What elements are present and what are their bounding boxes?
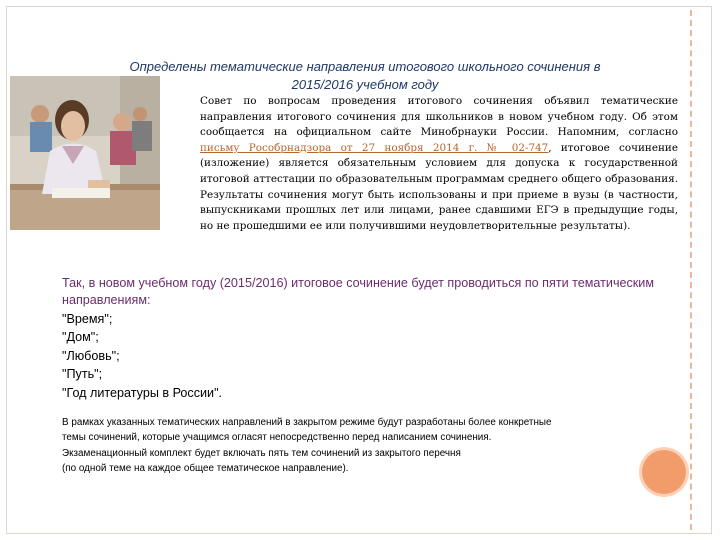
students-photo bbox=[10, 76, 160, 230]
note-line-4: (по одной теме на каждое общее тематическое направление). bbox=[62, 463, 349, 475]
topic-item: "Любовь"; bbox=[62, 348, 120, 363]
note-line-2: темы сочинений, которые учащимся огласят непосредственно перед написанием сочинения. bbox=[62, 432, 492, 444]
rosobrnadzor-letter-link[interactable]: письму Рособрнадзора от 27 ноября 2014 г. № 02-747 bbox=[200, 141, 549, 154]
note-paragraph bbox=[62, 415, 672, 477]
note-line-1: В рамках указанных тематических направлений в закрытом режиме будут разработаны более конкретные bbox=[62, 417, 552, 428]
decorative-dashed-line bbox=[690, 10, 692, 530]
article-text bbox=[172, 94, 678, 234]
topic-item: "Год литературы в России". bbox=[62, 385, 223, 400]
article-paragraph bbox=[172, 94, 678, 234]
topics-list bbox=[62, 310, 462, 402]
title-line-2: 2015/2016 учебном году bbox=[291, 77, 439, 92]
topic-item: "Путь"; bbox=[62, 367, 103, 382]
article-text-after-link: , итоговое сочинение (изложение) является обязательным условием для допуска к государственной итоговой аттестации по образовательным программам среднего общего образования. Результаты сочинения могут быть использованы и при приеме в вузы (в частности, выпускниками прошлых лет или лицами, ранее сдавшими ЕГЭ в предыдущие годы, но не прошедшими ее или получившими неудовлетворительные результаты). bbox=[200, 141, 678, 232]
students-photo-graphic bbox=[10, 76, 160, 230]
topics-intro: Так, в новом учебном году (2015/2016) итоговое сочинение будет проводиться по пяти тематическим направлениям: bbox=[62, 276, 655, 307]
topic-item: "Время"; bbox=[62, 312, 113, 326]
article-text-before-link: Совет по вопросам проведения итогового сочинения объявил тематические направления итогового сочинения для школьников в новом учебном году. Об этом сообщается на официальном сайте Минобрнауки России. Напомним, согласно bbox=[200, 95, 678, 139]
note-line-3: Экзаменационный комплект будет включать пять тем сочинений из закрытого перечня bbox=[62, 447, 461, 459]
topic-item: "Дом"; bbox=[62, 330, 99, 345]
title-line-1: Определены тематические направления итогового школьного сочинения в bbox=[129, 59, 601, 74]
